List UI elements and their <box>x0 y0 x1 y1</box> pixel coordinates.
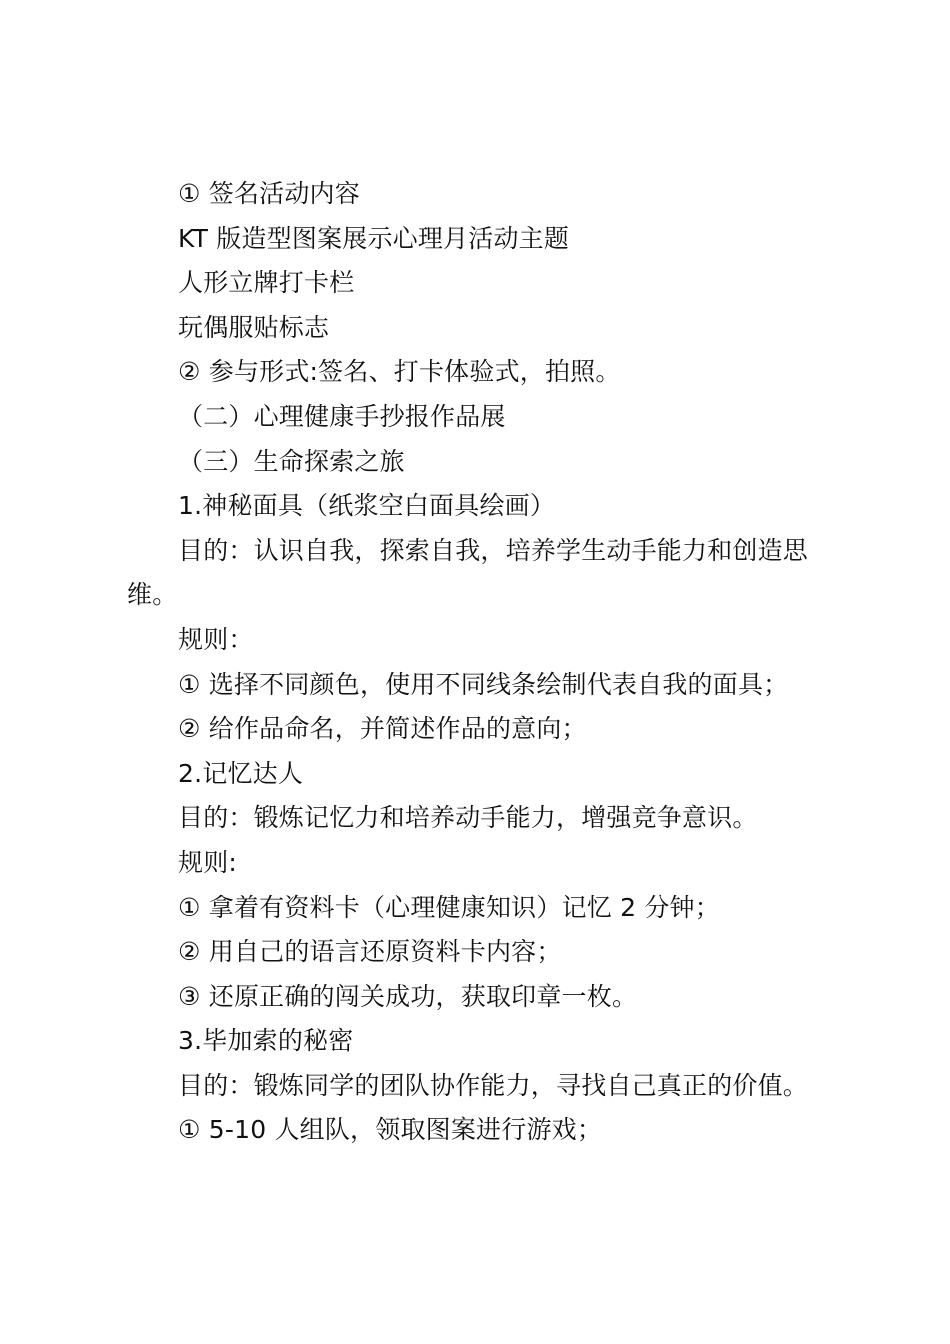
list-item-memory-rule-1: ① 拿着有资料卡（心理健康知识）记忆 2 分钟； <box>178 892 720 922</box>
list-item-memory-rule-3: ③ 还原正确的闯关成功，获取印章一枚。 <box>178 981 638 1011</box>
paragraph-memory-purpose: 目的：锻炼记忆力和培养动手能力，增强竞争意识。 <box>178 803 758 833</box>
paragraph-picasso-purpose: 目的：锻炼同学的团队协作能力，寻找自己真正的价值。 <box>178 1070 809 1100</box>
section-heading-handwritten-newspaper: （二）心理健康手抄报作品展 <box>178 401 506 431</box>
paragraph-standee: 人形立牌打卡栏 <box>178 268 355 298</box>
subheading-mystery-mask: 1.神秘面具（纸浆空白面具绘画） <box>178 491 556 521</box>
section-heading-life-exploration: （三）生命探索之旅 <box>178 446 405 476</box>
list-item-participation-form: ② 参与形式:签名、打卡体验式，拍照。 <box>178 357 621 387</box>
rules-label-mask: 规则： <box>178 624 254 654</box>
subheading-picasso-secret: 3.毕加索的秘密 <box>178 1026 354 1056</box>
paragraph-mascot: 玩偶服贴标志 <box>178 312 330 342</box>
subheading-memory-master: 2.记忆达人 <box>178 758 304 788</box>
rules-label-memory: 规则: <box>178 847 238 877</box>
list-item-sign-content: ① 签名活动内容 <box>178 179 360 208</box>
list-item-mask-rule-1: ① 选择不同颜色，使用不同线条绘制代表自我的面具； <box>178 669 789 699</box>
document-body <box>127 172 837 1153</box>
list-item-memory-rule-2: ② 用自己的语言还原资料卡内容； <box>178 937 562 967</box>
paragraph-mask-purpose: 目的：认识自我，探索自我，培养学生动手能力和创造思 <box>178 535 809 565</box>
list-item-mask-rule-2: ② 给作品命名，并简述作品的意向； <box>178 714 587 744</box>
paragraph-mask-purpose-continued: 维。 <box>127 580 178 610</box>
list-item-picasso-rule-1: ① 5-10 人组队，领取图案进行游戏； <box>178 1115 603 1145</box>
paragraph-kt-board: KT 版造型图案展示心理月活动主题 <box>178 223 570 253</box>
